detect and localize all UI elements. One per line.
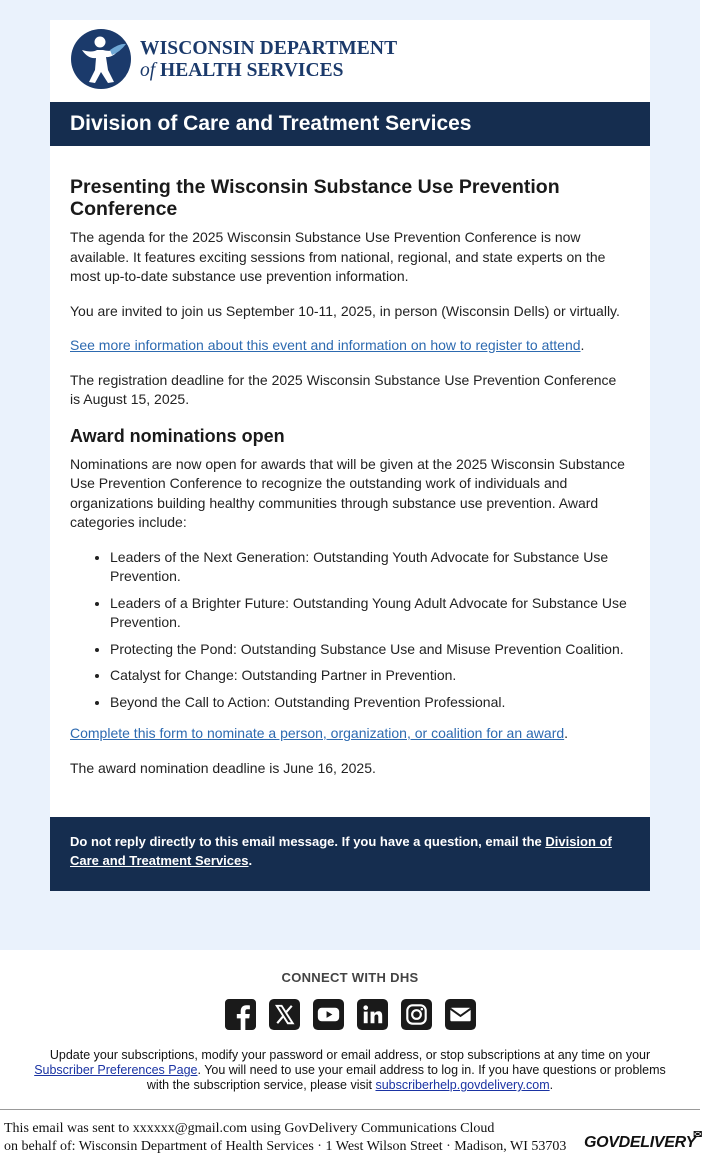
dhs-logo[interactable] xyxy=(50,20,650,102)
dhs-emblem-icon xyxy=(70,28,132,90)
dhs-logo-text xyxy=(140,38,397,82)
subscription-preferences xyxy=(30,1048,670,1093)
email-content xyxy=(50,146,650,817)
paragraph-nomination-deadline: The award nomination deadline is June 16, 2025. xyxy=(70,759,376,776)
connect-section xyxy=(0,950,700,1030)
prefs-text-1: Update your subscriptions, modify your password or email address, or stop subscriptions at any time on your xyxy=(49,1048,651,1062)
envelope-icon: ✉ xyxy=(693,1129,702,1141)
prefs-text-3: . xyxy=(549,1078,554,1092)
list-item: • Catalyst for Change: Outstanding Partner in Prevention. xyxy=(110,666,630,686)
division-banner: Division of Care and Treatment Services xyxy=(50,102,650,146)
email-card xyxy=(50,20,650,891)
subscriber-preferences-link[interactable]: Subscriber Preferences Page xyxy=(34,1063,198,1077)
govdelivery-text: GOVDELIVERY xyxy=(584,1134,696,1151)
social-icons xyxy=(0,999,700,1030)
sender-text xyxy=(4,1120,594,1156)
x-icon[interactable] xyxy=(269,999,300,1030)
logo-line2 xyxy=(140,60,397,82)
paragraph-invite: You are invited to join us September 10-11, 2025, in person (Wisconsin Dells) or virtually. xyxy=(70,302,620,319)
do-not-reply-notice: Do not reply directly to this email message. If you have a question, email the Division of Care and Treatment Services. xyxy=(50,817,650,891)
sender-line1: This email was sent to xxxxxx@gmail.com using GovDelivery Communications Cloud xyxy=(4,1121,495,1136)
linkedin-icon[interactable] xyxy=(357,999,388,1030)
facebook-icon[interactable] xyxy=(225,999,256,1030)
sender-info xyxy=(0,1109,700,1156)
article-title: Presenting the Wisconsin Substance Use Prevention Conference xyxy=(70,176,560,220)
logo-line2-text: HEALTH SERVICES xyxy=(160,60,344,81)
connect-title: CONNECT WITH DHS xyxy=(281,970,419,985)
paragraph-link1: See more information about this event and information on how to register to attend. xyxy=(70,337,585,353)
sender-line2: on behalf of: Wisconsin Department of Health Services · 1 West Wilson Street · Madison, WI 53703 xyxy=(4,1139,567,1154)
paragraph-deadline: The registration deadline for the 2025 Wisconsin Substance Use Prevention Conference is August 15, 2025. xyxy=(70,371,617,407)
event-info-link[interactable]: See more information about this event and information on how to register to attend xyxy=(70,337,581,353)
youtube-icon[interactable] xyxy=(313,999,344,1030)
paragraph-agenda: The agenda for the 2025 Wisconsin Substance Use Prevention Conference is now available. It features exciting sessions from national, regional, and state experts on the most up-to-date substance use prevention information. xyxy=(70,229,606,284)
logo-line1: WISCONSIN DEPARTMENT xyxy=(140,38,398,59)
notice-text: Do not reply directly to this email message. If you have a question, email the xyxy=(70,834,546,849)
govdelivery-logo[interactable] xyxy=(584,1129,702,1152)
awards-heading: Award nominations open xyxy=(70,425,285,446)
logo-of: of xyxy=(140,60,156,81)
award-list xyxy=(70,548,630,713)
list-item: • Protecting the Pond: Outstanding Substance Use and Misuse Prevention Coalition. xyxy=(110,640,630,660)
list-item: • Leaders of a Brighter Future: Outstanding Young Adult Advocate for Substance Use Prevention. xyxy=(110,594,630,633)
prefs-text-2: . You will need to use your email address to log in. If you have questions or problems with the subscription service, please visit xyxy=(146,1063,666,1092)
list-item: • Beyond the Call to Action: Outstanding Prevention Professional. xyxy=(110,693,630,713)
nomination-form-link[interactable]: Complete this form to nominate a person, organization, or coalition for an award xyxy=(70,725,565,741)
division-email-link[interactable]: Division of Care and Treatment Services xyxy=(70,834,612,868)
email-icon[interactable] xyxy=(445,999,476,1030)
paragraph-nominations: Nominations are now open for awards that will be given at the 2025 Wisconsin Substance Use Prevention Conference to recognize the outstanding work of individuals and organizations building healthy communities through substance use prevention. Award categories include: xyxy=(70,455,625,530)
list-item: • Leaders of the Next Generation: Outstanding Youth Advocate for Substance Use Prevention. xyxy=(110,548,630,587)
subscriber-help-link[interactable]: subscriberhelp.govdelivery.com xyxy=(375,1078,550,1092)
paragraph-link2: Complete this form to nominate a person, organization, or coalition for an award. xyxy=(70,725,569,741)
instagram-icon[interactable] xyxy=(401,999,432,1030)
